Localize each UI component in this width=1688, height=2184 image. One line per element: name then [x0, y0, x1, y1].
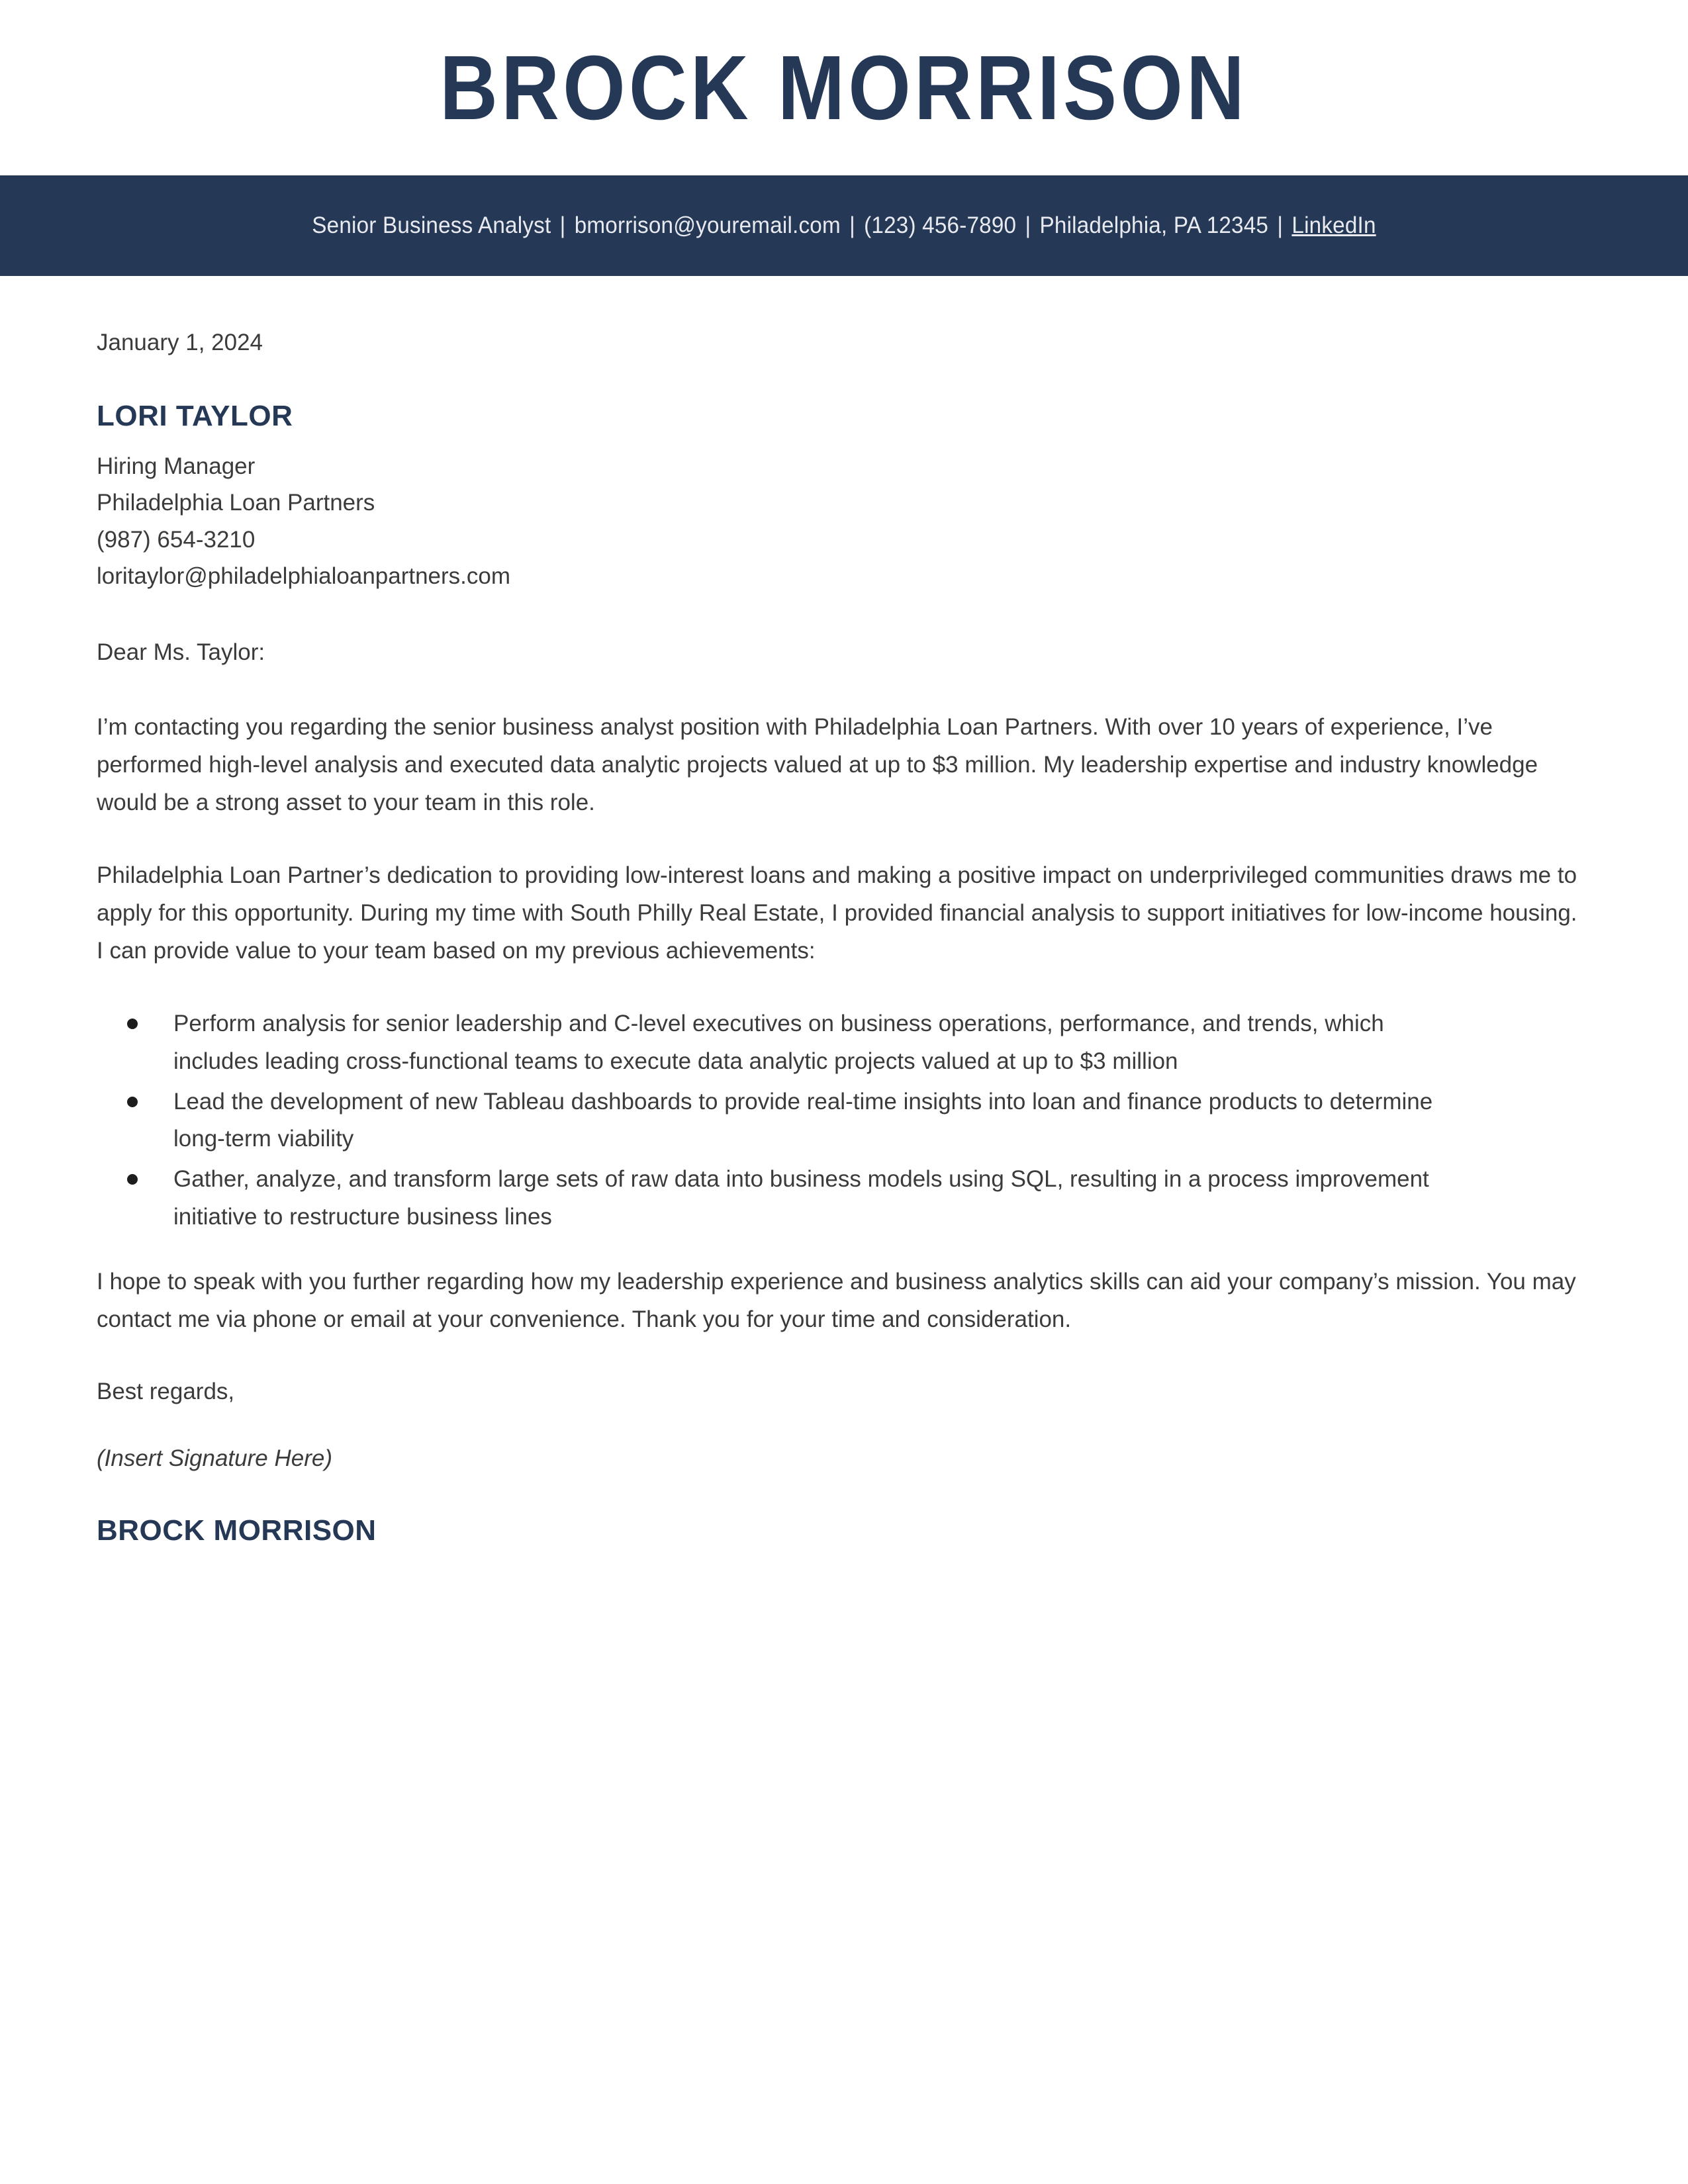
- contact-phone[interactable]: (123) 456-7890: [864, 212, 1017, 238]
- bullet-dot-icon: [127, 1174, 138, 1185]
- contact-separator-1: |: [559, 212, 566, 238]
- achievements-list: [97, 1005, 1440, 1236]
- body-paragraph-1: I’m contacting you regarding the senior business analyst position with Philadelphia Loan Partners. With over 10 years of experience, I’ve performed high-level analysis and executed data analytic projects valued at up to $3 million. My leadership expertise and industry knowledge would be a strong asset to your team in this role.: [97, 714, 1538, 815]
- contact-title: Senior Business Analyst: [312, 212, 551, 238]
- contact-location: Philadelphia, PA 12345: [1039, 212, 1269, 238]
- recipient-phone: (987) 654-3210: [97, 526, 256, 553]
- recipient-company: Philadelphia Loan Partners: [97, 490, 375, 516]
- list-item-text: Lead the development of new Tableau dashboards to provide real-time insights into loan and finance products to determine long-term viability: [173, 1088, 1433, 1152]
- signature-placeholder: (Insert Signature Here): [97, 1445, 332, 1471]
- letter-body: [97, 331, 1601, 1545]
- letter-date: January 1, 2024: [97, 330, 263, 355]
- page-title: BROCK MORRISON: [440, 36, 1248, 139]
- recipient-email: loritaylor@philadelphialoanpartners.com: [97, 563, 511, 589]
- list-item-text: Gather, analyze, and transform large sets of raw data into business models using SQL, resulting in a process improvement initiative to restructure business lines: [173, 1166, 1429, 1230]
- contact-line: [312, 212, 1376, 239]
- list-item: [97, 1161, 1440, 1236]
- body-paragraph-2: Philadelphia Loan Partner’s dedication to providing low-interest loans and making a positive impact on underprivileged communities draws me to apply for this opportunity. During my time with South Philly Real Estate, I provided financial analysis to support initiatives for low-income housing. I can provide value to your team based on my previous achievements:: [97, 862, 1577, 964]
- contact-separator-4: |: [1277, 212, 1284, 238]
- linkedin-link[interactable]: LinkedIn: [1291, 212, 1376, 238]
- contact-separator-2: |: [849, 212, 855, 238]
- recipient-title: Hiring Manager: [97, 453, 256, 479]
- signer-name: BROCK MORRISON: [97, 1514, 377, 1547]
- contact-email[interactable]: bmorrison@youremail.com: [574, 212, 841, 238]
- bullet-dot-icon: [127, 1019, 138, 1029]
- signoff: Best regards,: [97, 1378, 235, 1404]
- closing-paragraph: I hope to speak with you further regarding how my leadership experience and business analytics skills can aid your company’s mission. You may contact me via phone or email at your convenience. Thank you for your time and consideration.: [97, 1269, 1576, 1333]
- recipient-name: LORI TAYLOR: [97, 400, 293, 432]
- letterhead: [0, 0, 1688, 175]
- contact-separator-3: |: [1025, 212, 1031, 238]
- list-item: [97, 1005, 1440, 1080]
- recipient-block: [97, 448, 1601, 594]
- list-item: [97, 1083, 1440, 1158]
- list-item-text: Perform analysis for senior leadership and C-level executives on business operations, performance, and trends, which includes leading cross-functional teams to execute data analytic projects valued at up to $3 million: [173, 1011, 1384, 1074]
- salutation: Dear Ms. Taylor:: [97, 639, 265, 666]
- contact-band: [0, 175, 1688, 276]
- bullet-dot-icon: [127, 1097, 138, 1107]
